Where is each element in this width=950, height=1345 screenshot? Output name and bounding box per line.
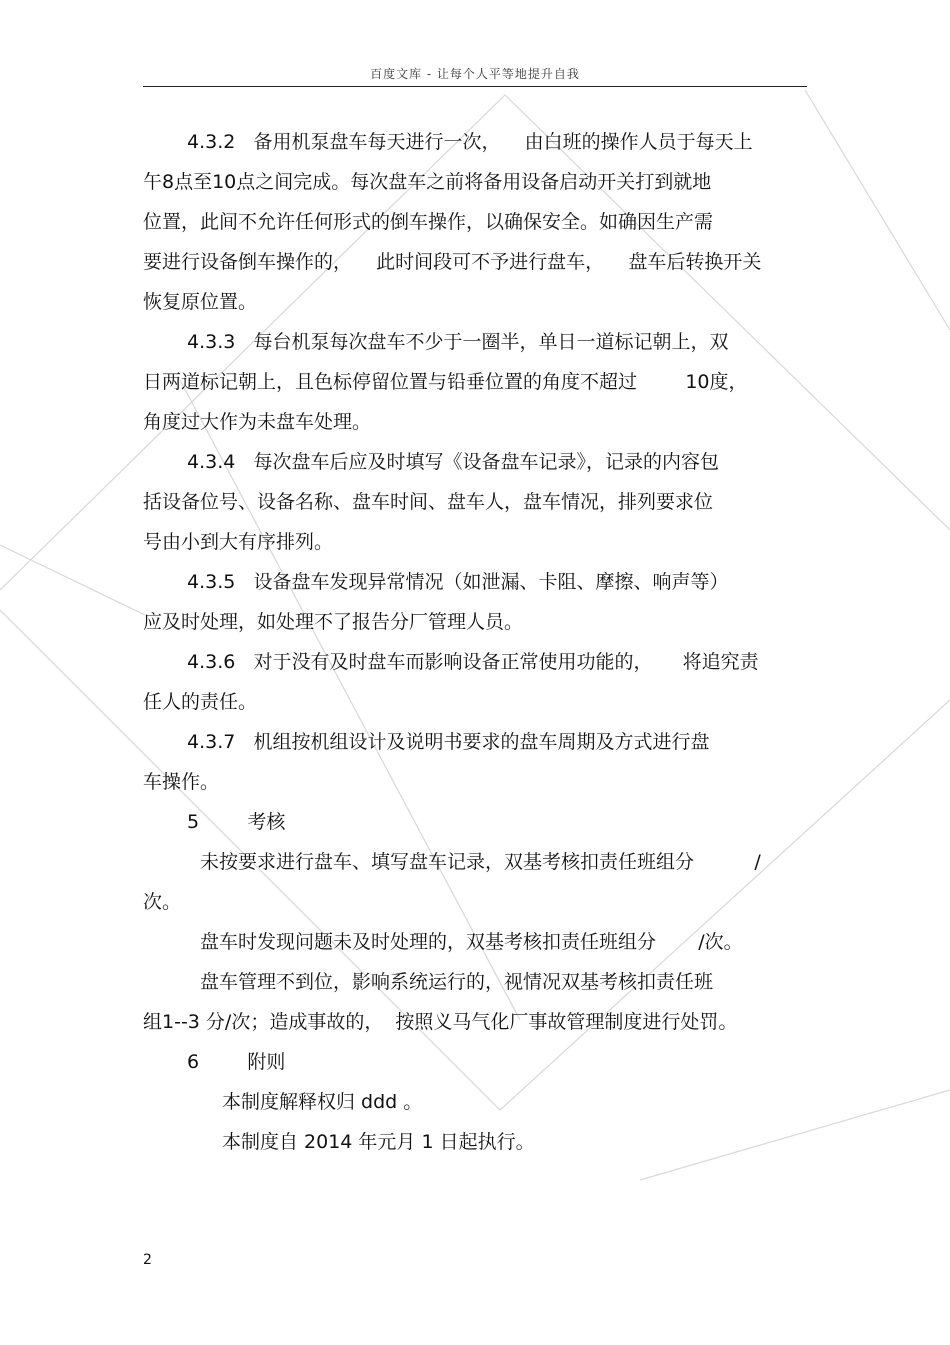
text-line: 4.3.6 对于没有及时盘车而影响设备正常使用功能的， 将追究责 [187, 651, 759, 673]
text-line: 4.3.7 机组按机组设计及说明书要求的盘车周期及方式进行盘 [187, 731, 710, 753]
text-line: 次。 [143, 891, 182, 913]
text-line: 4.3.3 每台机泵每次盘车不少于一圈半，单日一道标记朝上，双 [187, 331, 729, 353]
text-line: 4.3.4 每次盘车后应及时填写《设备盘车记录》，记录的内容包 [187, 451, 719, 473]
text-line: 要进行设备倒车操作的， 此时间段可不予进行盘车， 盘车后转换开关 [143, 251, 762, 273]
section-heading: 5 考核 [187, 811, 286, 833]
text-line: 位置，此间不允许任何形式的倒车操作，以确保安全。如确因生产需 [143, 211, 714, 233]
text-line: 车操作。 [143, 771, 220, 793]
text-line: 角度过大作为未盘车处理。 [143, 411, 372, 433]
text-line: 4.3.5 设备盘车发现异常情况（如泄漏、卡阻、摩擦、响声等） [187, 571, 729, 593]
page-header: 百度文库 - 让每个人平等地提升自我 [370, 67, 580, 81]
text-line: 盘车管理不到位，影响系统运行的，视情况双基考核扣责任班 [200, 971, 714, 993]
text-line: 本制度解释权归 ddd 。 [222, 1091, 423, 1113]
section-heading: 6 附则 [187, 1051, 286, 1073]
text-line: 任人的责任。 [143, 691, 258, 713]
text-line: 4.3.2 备用机泵盘车每天进行一次， 由白班的操作人员于每天上 [187, 131, 753, 153]
text-line: 本制度自 2014 年元月 1 日起执行。 [222, 1131, 535, 1153]
page-number: 2 [143, 1252, 152, 1268]
text-line: 未按要求进行盘车、填写盘车记录，双基考核扣责任班组分 / [200, 851, 761, 873]
text-line: 括设备位号、设备名称、盘车时间、盘车人，盘车情况，排列要求位 [143, 491, 714, 513]
text-line: 号由小到大有序排列。 [143, 531, 334, 553]
header-divider [143, 86, 807, 87]
text-line: 日两道标记朝上，且色标停留位置与铅垂位置的角度不超过 10度， [143, 371, 748, 393]
text-line: 午8点至10点之间完成。每次盘车之前将备用设备启动开关打到就地 [143, 171, 712, 193]
text-line: 组1--3 分/次；造成事故的， 按照义马气化厂事故管理制度进行处罚。 [143, 1011, 738, 1033]
text-line: 盘车时发现问题未及时处理的，双基考核扣责任班组分 /次。 [200, 931, 743, 953]
text-line: 应及时处理，如处理不了报告分厂管理人员。 [143, 611, 524, 633]
text-line: 恢复原位置。 [143, 291, 258, 313]
